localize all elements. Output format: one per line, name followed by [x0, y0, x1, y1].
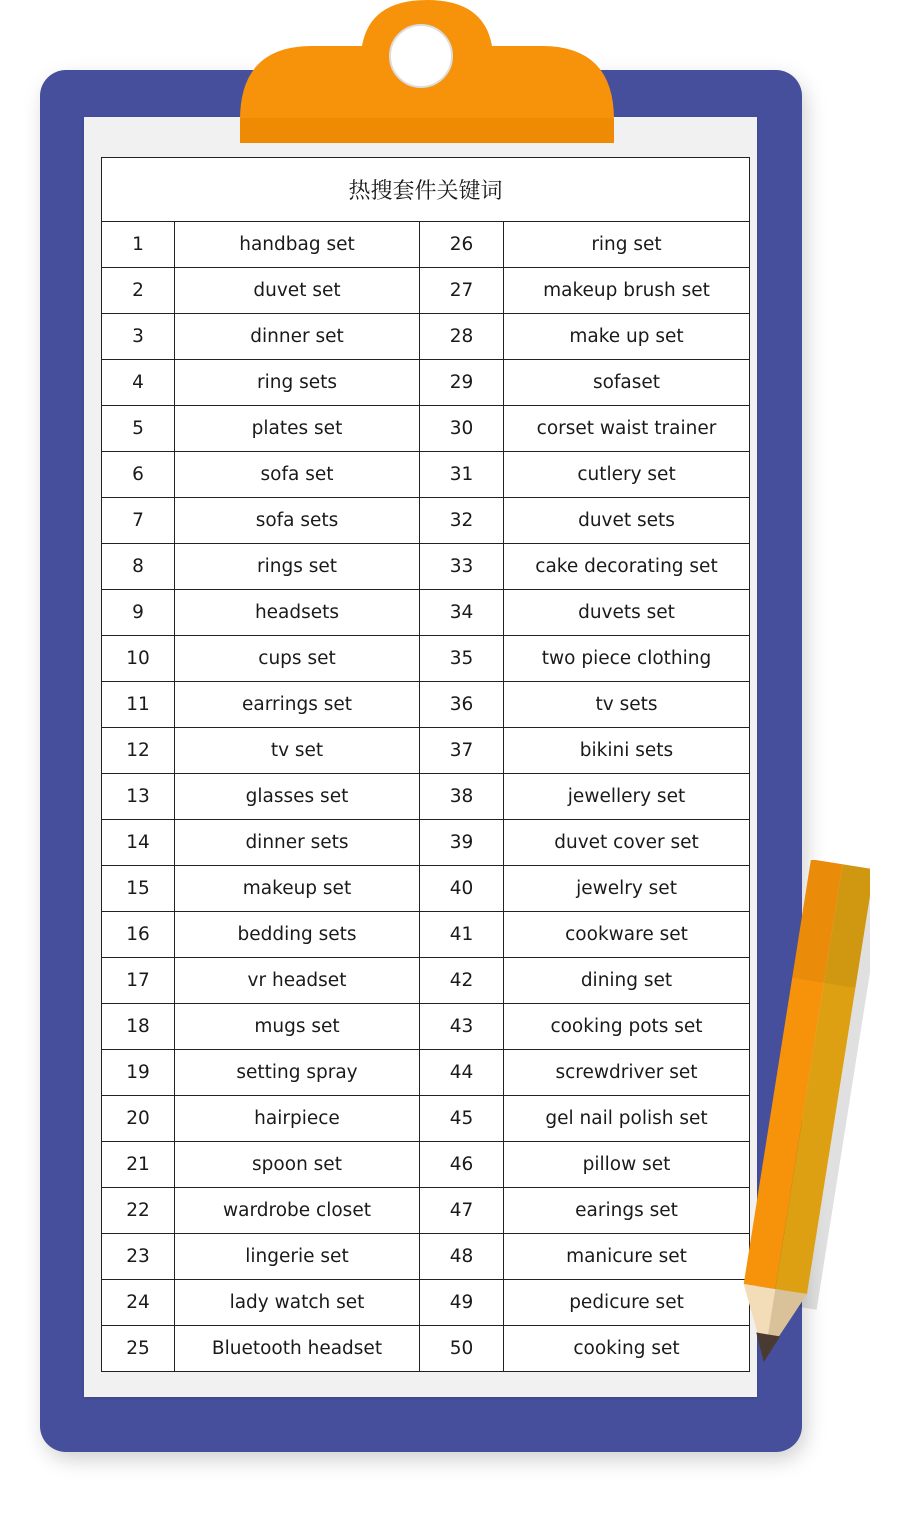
keyword-cell: earings set [504, 1188, 750, 1234]
table-row [102, 314, 750, 360]
rank-cell: 47 [420, 1188, 504, 1234]
rank-cell: 34 [420, 590, 504, 636]
keyword-cell: cake decorating set [504, 544, 750, 590]
table-row [102, 544, 750, 590]
pencil-icon [720, 860, 870, 1380]
rank-cell: 20 [102, 1096, 175, 1142]
keyword-table-container [101, 157, 749, 1372]
keyword-cell: make up set [504, 314, 750, 360]
rank-cell: 30 [420, 406, 504, 452]
table-row [102, 222, 750, 268]
rank-cell: 22 [102, 1188, 175, 1234]
table-row [102, 1050, 750, 1096]
rank-cell: 43 [420, 1004, 504, 1050]
keyword-cell: two piece clothing [504, 636, 750, 682]
rank-cell: 33 [420, 544, 504, 590]
keyword-cell: earrings set [175, 682, 420, 728]
rank-cell: 45 [420, 1096, 504, 1142]
rank-cell: 23 [102, 1234, 175, 1280]
rank-cell: 44 [420, 1050, 504, 1096]
keyword-cell: headsets [175, 590, 420, 636]
table-row [102, 820, 750, 866]
rank-cell: 15 [102, 866, 175, 912]
keyword-cell: handbag set [175, 222, 420, 268]
keyword-cell: pedicure set [504, 1280, 750, 1326]
rank-cell: 42 [420, 958, 504, 1004]
table-row [102, 1188, 750, 1234]
keyword-cell: bikini sets [504, 728, 750, 774]
keyword-cell: lingerie set [175, 1234, 420, 1280]
rank-cell: 2 [102, 268, 175, 314]
keyword-cell: sofa set [175, 452, 420, 498]
rank-cell: 29 [420, 360, 504, 406]
keyword-cell: sofa sets [175, 498, 420, 544]
rank-cell: 6 [102, 452, 175, 498]
rank-cell: 50 [420, 1326, 504, 1372]
rank-cell: 27 [420, 268, 504, 314]
table-row [102, 774, 750, 820]
rank-cell: 28 [420, 314, 504, 360]
table-row [102, 268, 750, 314]
keyword-cell: Bluetooth headset [175, 1326, 420, 1372]
rank-cell: 10 [102, 636, 175, 682]
table-row [102, 958, 750, 1004]
keyword-cell: spoon set [175, 1142, 420, 1188]
table-row [102, 866, 750, 912]
keyword-cell: cooking pots set [504, 1004, 750, 1050]
table-row [102, 1234, 750, 1280]
table-row [102, 406, 750, 452]
rank-cell: 1 [102, 222, 175, 268]
keyword-cell: dinner set [175, 314, 420, 360]
rank-cell: 5 [102, 406, 175, 452]
clipboard-clip-icon [240, 0, 614, 143]
rank-cell: 39 [420, 820, 504, 866]
rank-cell: 9 [102, 590, 175, 636]
rank-cell: 14 [102, 820, 175, 866]
table-row [102, 912, 750, 958]
keyword-cell: rings set [175, 544, 420, 590]
rank-cell: 7 [102, 498, 175, 544]
keyword-cell: jewelry set [504, 866, 750, 912]
keyword-cell: tv sets [504, 682, 750, 728]
rank-cell: 35 [420, 636, 504, 682]
keyword-cell: pillow set [504, 1142, 750, 1188]
rank-cell: 48 [420, 1234, 504, 1280]
rank-cell: 40 [420, 866, 504, 912]
keyword-cell: duvet cover set [504, 820, 750, 866]
table-row [102, 1004, 750, 1050]
rank-cell: 32 [420, 498, 504, 544]
rank-cell: 16 [102, 912, 175, 958]
rank-cell: 12 [102, 728, 175, 774]
keyword-cell: dinner sets [175, 820, 420, 866]
rank-cell: 17 [102, 958, 175, 1004]
rank-cell: 11 [102, 682, 175, 728]
rank-cell: 18 [102, 1004, 175, 1050]
table-row [102, 590, 750, 636]
keyword-cell: ring sets [175, 360, 420, 406]
keyword-cell: duvet sets [504, 498, 750, 544]
keyword-cell: corset waist trainer [504, 406, 750, 452]
keyword-cell: hairpiece [175, 1096, 420, 1142]
table-row [102, 1280, 750, 1326]
keyword-cell: bedding sets [175, 912, 420, 958]
keyword-cell: duvet set [175, 268, 420, 314]
keyword-cell: tv set [175, 728, 420, 774]
keyword-cell: cups set [175, 636, 420, 682]
table-row [102, 728, 750, 774]
keyword-cell: jewellery set [504, 774, 750, 820]
table-row [102, 682, 750, 728]
table-title: 热搜套件关键词 [102, 158, 750, 222]
table-row [102, 360, 750, 406]
rank-cell: 8 [102, 544, 175, 590]
table-row [102, 452, 750, 498]
keyword-cell: duvets set [504, 590, 750, 636]
keyword-cell: manicure set [504, 1234, 750, 1280]
keyword-cell: makeup set [175, 866, 420, 912]
keyword-cell: ring set [504, 222, 750, 268]
keyword-cell: sofaset [504, 360, 750, 406]
rank-cell: 4 [102, 360, 175, 406]
rank-cell: 38 [420, 774, 504, 820]
table-body [102, 222, 750, 1372]
keyword-cell: wardrobe closet [175, 1188, 420, 1234]
keyword-cell: screwdriver set [504, 1050, 750, 1096]
rank-cell: 41 [420, 912, 504, 958]
keyword-cell: setting spray [175, 1050, 420, 1096]
keyword-cell: cutlery set [504, 452, 750, 498]
keyword-cell: cookware set [504, 912, 750, 958]
keyword-cell: makeup brush set [504, 268, 750, 314]
keyword-cell: vr headset [175, 958, 420, 1004]
rank-cell: 49 [420, 1280, 504, 1326]
rank-cell: 36 [420, 682, 504, 728]
table-row [102, 1142, 750, 1188]
rank-cell: 21 [102, 1142, 175, 1188]
keyword-cell: plates set [175, 406, 420, 452]
rank-cell: 3 [102, 314, 175, 360]
table-row [102, 636, 750, 682]
keyword-cell: lady watch set [175, 1280, 420, 1326]
keyword-cell: glasses set [175, 774, 420, 820]
keyword-cell: dining set [504, 958, 750, 1004]
rank-cell: 19 [102, 1050, 175, 1096]
keyword-cell: cooking set [504, 1326, 750, 1372]
rank-cell: 46 [420, 1142, 504, 1188]
keyword-table [101, 157, 750, 1372]
table-row [102, 498, 750, 544]
table-row [102, 1096, 750, 1142]
rank-cell: 25 [102, 1326, 175, 1372]
keyword-cell: mugs set [175, 1004, 420, 1050]
rank-cell: 26 [420, 222, 504, 268]
table-row [102, 1326, 750, 1372]
rank-cell: 37 [420, 728, 504, 774]
keyword-cell: gel nail polish set [504, 1096, 750, 1142]
rank-cell: 31 [420, 452, 504, 498]
rank-cell: 24 [102, 1280, 175, 1326]
rank-cell: 13 [102, 774, 175, 820]
